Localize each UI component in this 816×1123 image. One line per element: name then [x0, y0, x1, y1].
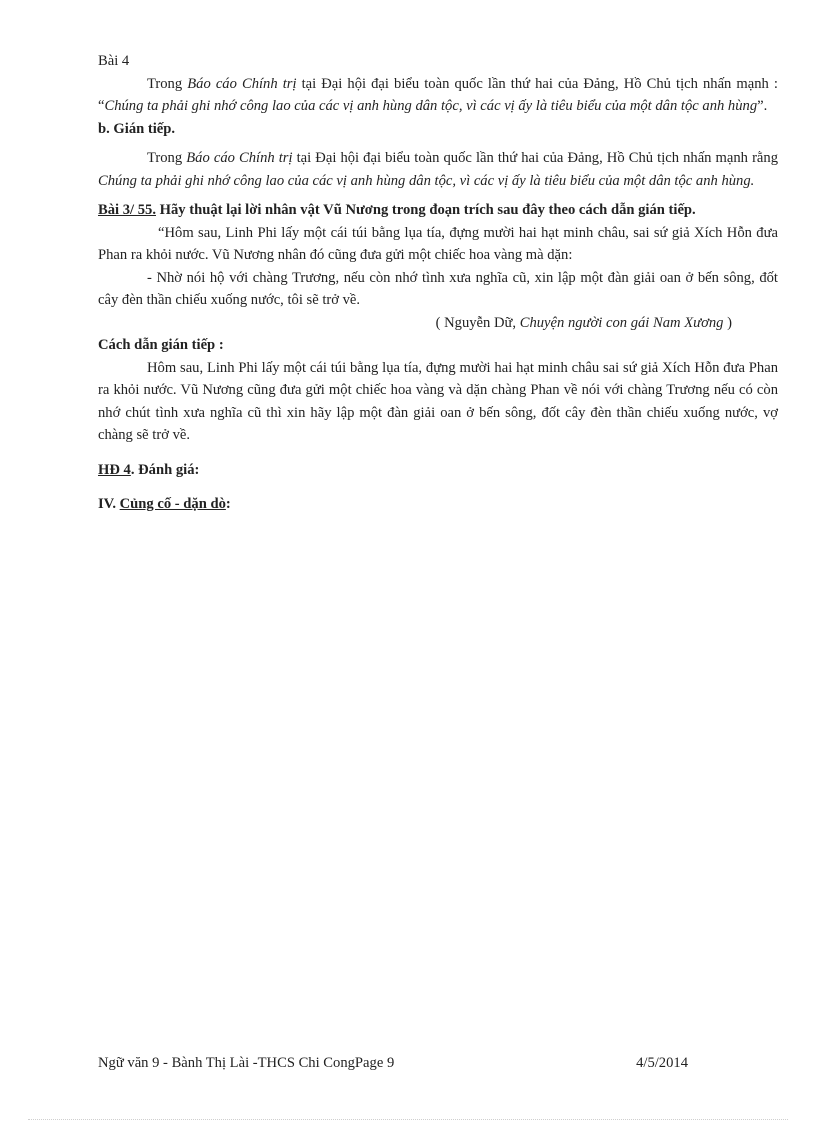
bai4-label: Bài 4 — [98, 53, 130, 69]
page-bottom-divider — [28, 1119, 788, 1120]
p1-report-title: Báo cáo Chính trị — [187, 75, 297, 92]
exercise-3-heading — [98, 199, 778, 222]
p1-intro: Trong — [147, 75, 188, 92]
section-iv-colon: : — [225, 496, 231, 512]
source-author: ( Nguyễn Dữ, — [435, 314, 520, 331]
quote-source — [98, 312, 778, 335]
source-title: Chuyện người con gái Nam Xương — [519, 314, 724, 331]
p1-quote: Chúng ta phải ghi nhớ công lao của các vị anh hùng dân tộc, vì các vị ấy là tiêu biểu của một dân tộc anh hùng — [104, 98, 758, 114]
footer-left: Ngữ văn 9 - Bành Thị Lài -THCS Chi CongPage 9 — [98, 1055, 395, 1071]
exercise-3-label: Bài 3/ 55. — [98, 202, 156, 218]
p2-context: tại Đại hội đại biểu toàn quốc lần thứ hai của Đảng, Hồ Chủ tịch nhấn mạnh rằng — [292, 150, 778, 166]
exercise-3-text: Hãy thuật lại lời nhân vật Vũ Nương trong đoạn trích sau đây theo cách dẫn gián tiếp. — [155, 202, 696, 218]
section-iv-label: Củng cố - dặn dò — [119, 496, 226, 512]
indirect-answer: Hôm sau, Linh Phi lấy một cái túi bằng lụa tía, đựng mười hai hạt minh châu sai sứ giả Xích Hỗn đưa Phan ra khỏi nước. Vũ Nương cũng đưa gửi một chiếc hoa vàng và dặn chàng Phan về nói với chàng Trương nếu có còn nhớ chút tình xưa nghĩa cũ thì xin hãy lập một đàn giải oan ở bến sông, đốt cây đèn thần chiếu xuống nước, vợ chàng sẽ trở về. — [98, 359, 778, 443]
p2-intro: Trong — [147, 150, 187, 166]
p1-end: ”. — [757, 98, 768, 114]
p2-report-title: Báo cáo Chính trị — [186, 150, 293, 166]
indirect-method-heading: Cách dẫn gián tiếp : — [98, 337, 224, 353]
page-footer — [98, 1055, 688, 1072]
section-iv-number: IV. — [98, 496, 120, 512]
footer-date: 4/5/2014 — [636, 1055, 688, 1071]
quoted-dialogue: - Nhờ nói hộ với chàng Trương, nếu còn nhớ tình xưa nghĩa cũ, xin lập một đàn giải oan ở bến sông, đốt cây đèn thần chiếu xuống nước, tôi sẽ trở về. — [98, 269, 778, 308]
section-iv-heading — [98, 493, 778, 516]
paragraph-direct-quote — [98, 73, 778, 118]
p1-context: tại Đại hội đại biểu toàn quốc lần thứ hai của Đảng, Hồ Chủ tịch nhấn mạnh : “ — [98, 75, 778, 114]
activity-4-label: HĐ 4 — [98, 461, 131, 478]
document-body — [98, 50, 778, 516]
activity-4-heading — [98, 459, 778, 482]
activity-4-text: . Đánh giá: — [130, 461, 200, 478]
source-end: ) — [723, 314, 732, 331]
indirect-heading: b. Gián tiếp. — [98, 120, 176, 137]
paragraph-indirect-quote — [98, 147, 778, 192]
quoted-passage: “Hôm sau, Linh Phi lấy một cái túi bằng lụa tía, đựng mười hai hạt minh châu, sai sứ giả Xích Hỗn đưa Phan ra khỏi nước. Vũ Nương nhân đó cũng đưa gửi một chiếc hoa vàng mà dặn: — [98, 224, 778, 263]
p2-quote: Chúng ta phải ghi nhớ công lao của các vị anh hùng dân tộc, vì các vị ấy là tiêu biểu của một dân tộc anh hùng. — [98, 172, 755, 189]
